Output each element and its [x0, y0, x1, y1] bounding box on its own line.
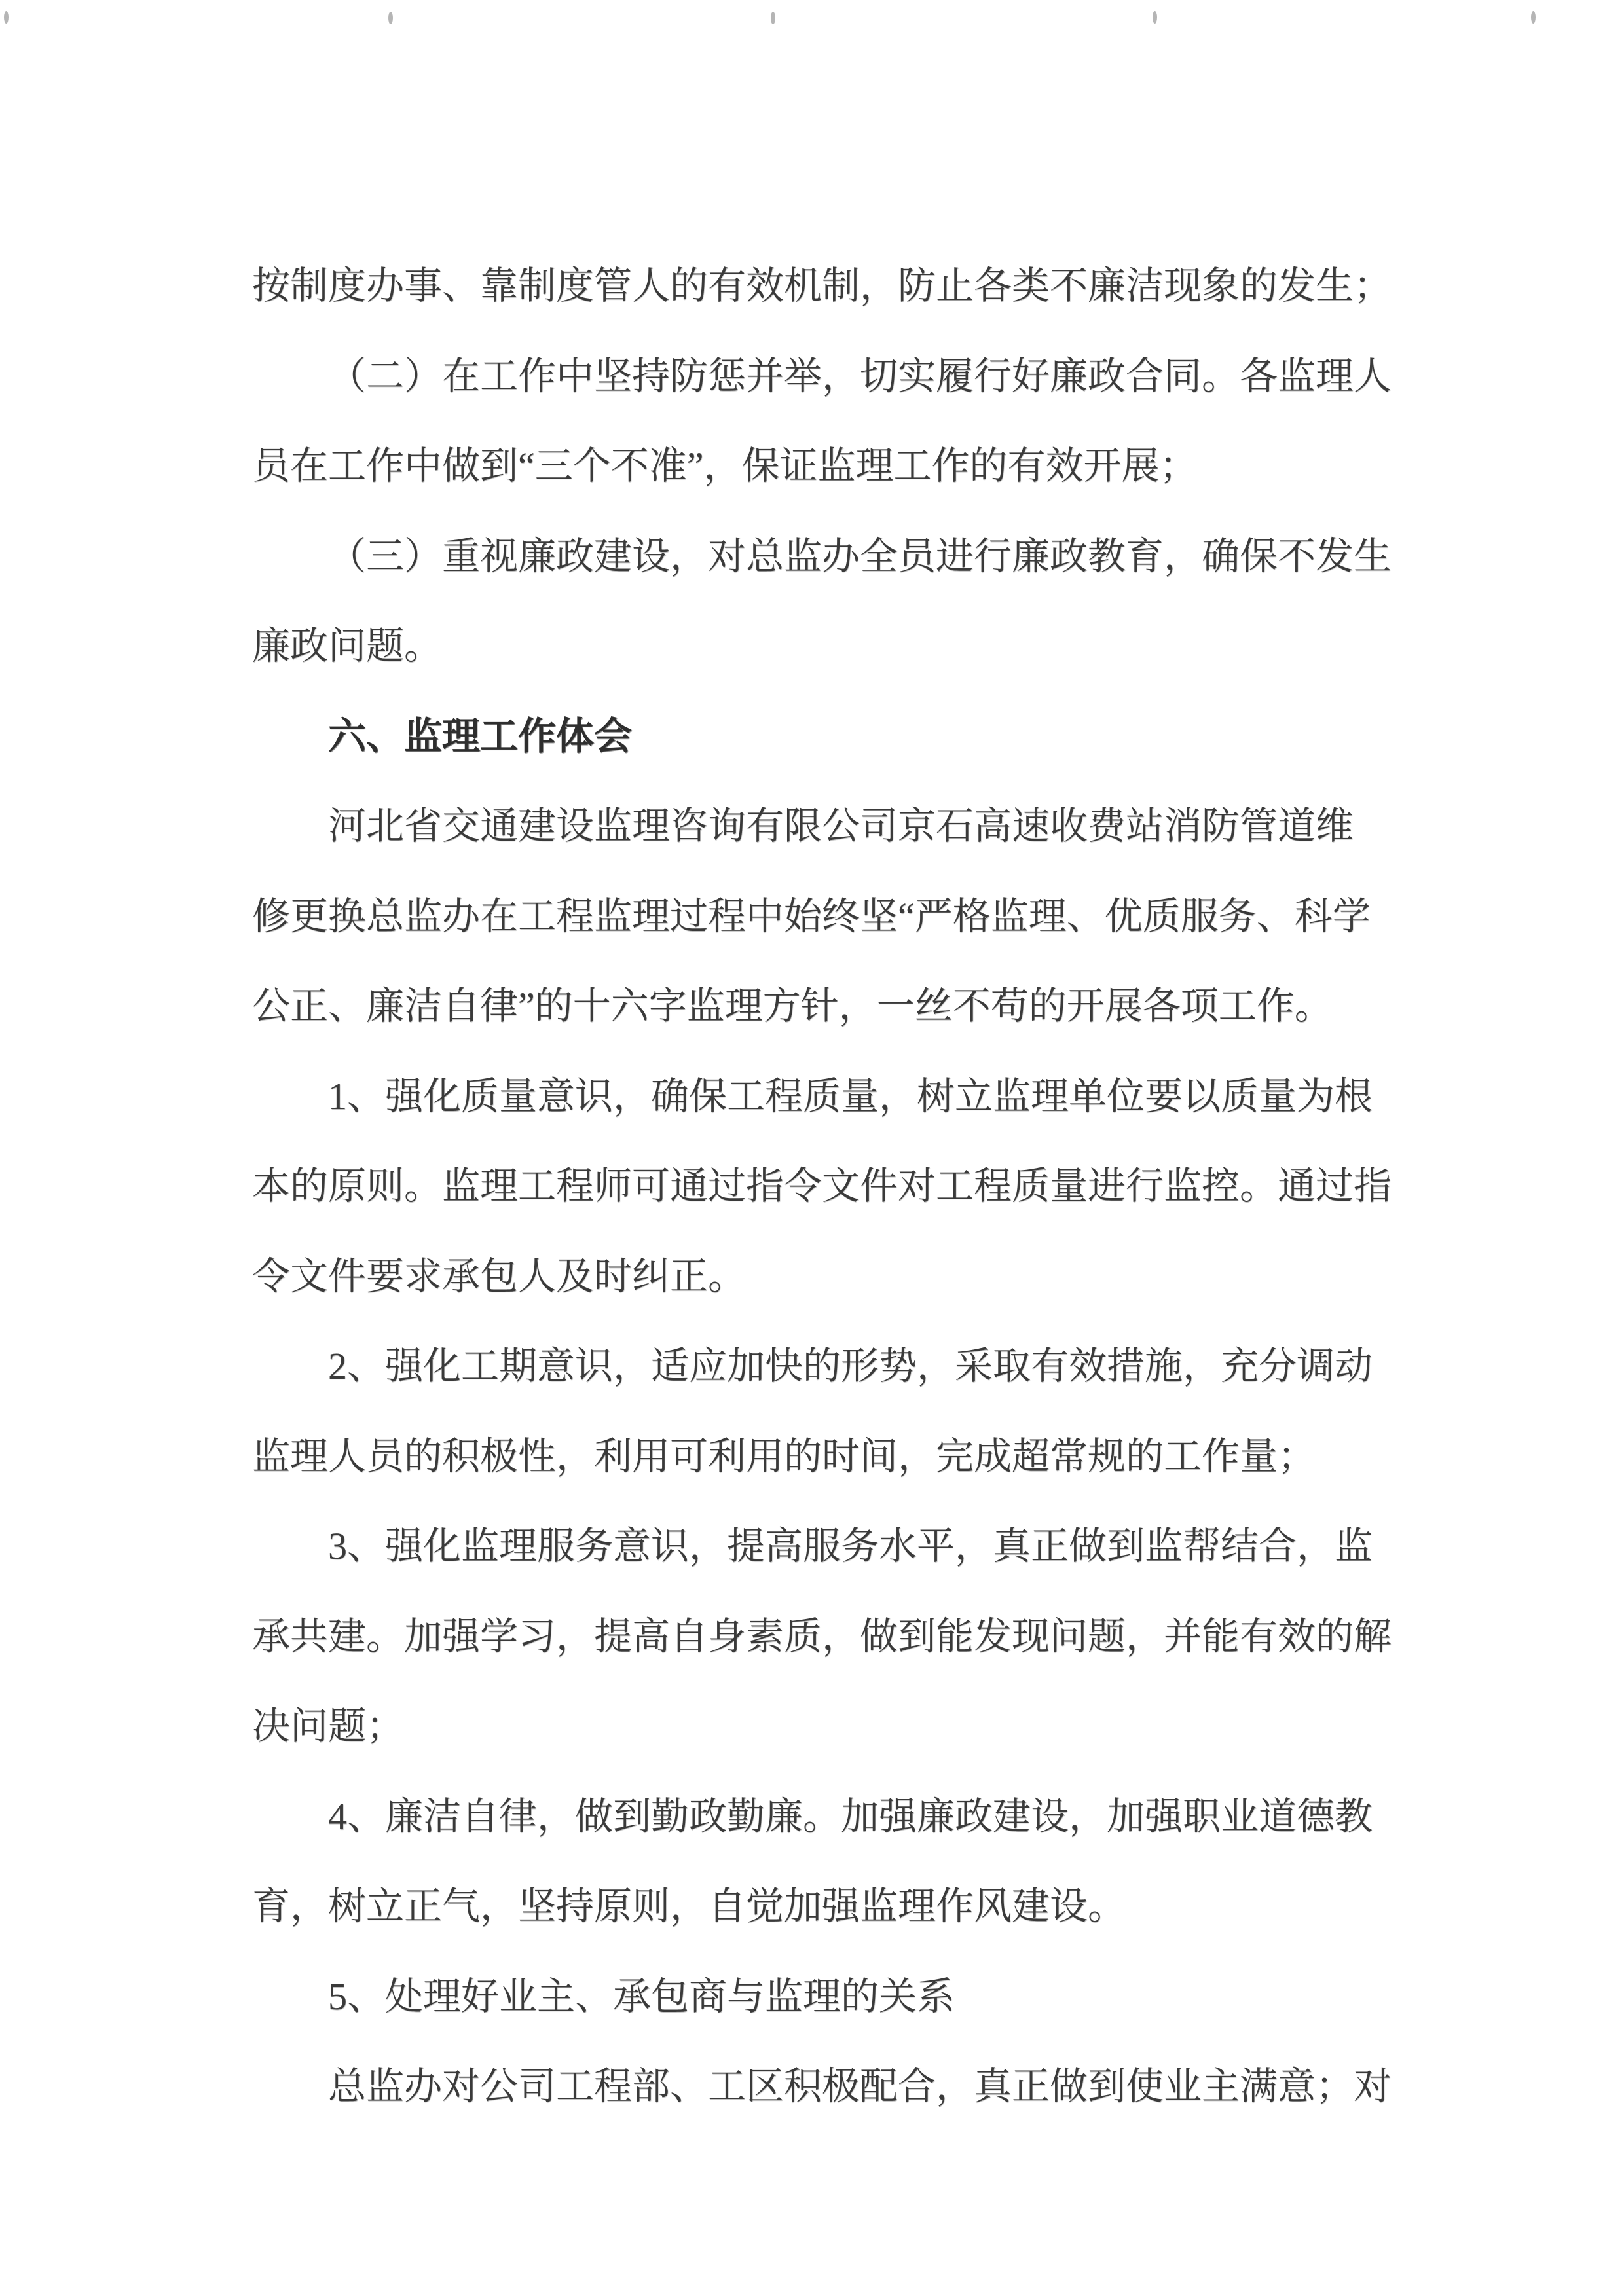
document-body [252, 241, 1397, 2132]
paragraph-line: 1、强化质量意识，确保工程质量，树立监理单位要以质量为根 [328, 1074, 1373, 1118]
paragraph-line: 河北省交通建设监理咨询有限公司京石高速收费站消防管道维 [328, 805, 1354, 847]
paragraph-line: （三）重视廉政建设，对总监办全员进行廉政教育，确保不发生 [328, 534, 1392, 577]
paragraph-line: 员在工作中做到“三个不准”，保证监理工作的有效开展； [252, 445, 1198, 487]
section-heading: 六、监理工作体会 [328, 714, 633, 757]
paragraph-line: 廉政问题。 [252, 625, 443, 667]
scan-artifact-dot [1153, 11, 1157, 24]
paragraph-line: 监理人员的积极性，利用可利用的时间，完成超常规的工作量； [252, 1434, 1316, 1478]
paragraph-line: 本的原则。监理工程师可通过指令文件对工程质量进行监控。通过指 [252, 1165, 1392, 1207]
scan-artifact-dot [1531, 11, 1536, 24]
paragraph-line: （二）在工作中坚持防惩并举，切实履行好廉政合同。各监理人 [328, 354, 1392, 397]
paragraph-line: 育，树立正气，坚持原则，自觉加强监理作风建设。 [252, 1885, 1126, 1927]
paragraph-line: 公正、廉洁自律”的十六字监理方针，一丝不苟的开展各项工作。 [252, 985, 1333, 1027]
scan-artifact-dot [4, 11, 9, 24]
paragraph-line: 令文件要求承包人及时纠正。 [252, 1254, 747, 1298]
scan-artifact-dot [771, 12, 775, 24]
paragraph-line: 2、强化工期意识，适应加快的形势，采取有效措施，充分调动 [328, 1345, 1373, 1387]
paragraph-line: 5、处理好业主、承包商与监理的关系 [328, 1975, 955, 2018]
scan-artifact-dot [388, 12, 393, 24]
paragraph-line: 总监办对公司工程部、工区积极配合，真正做到使业主满意；对 [328, 2065, 1392, 2107]
paragraph-line: 决问题； [252, 1705, 405, 1747]
paragraph-line: 按制度办事、靠制度管人的有效机制，防止各类不廉洁现象的发生； [252, 264, 1392, 307]
paragraph-line: 修更换总监办在工程监理过程中始终坚“严格监理、优质服务、科学 [252, 894, 1371, 938]
paragraph-line: 3、强化监理服务意识，提高服务水平，真正做到监帮结合，监 [328, 1525, 1373, 1567]
paragraph-line: 4、廉洁自律，做到勤政勤廉。加强廉政建设，加强职业道德教 [328, 1795, 1373, 1838]
paragraph-line: 承共建。加强学习，提高自身素质，做到能发现问题，并能有效的解 [252, 1614, 1392, 1658]
